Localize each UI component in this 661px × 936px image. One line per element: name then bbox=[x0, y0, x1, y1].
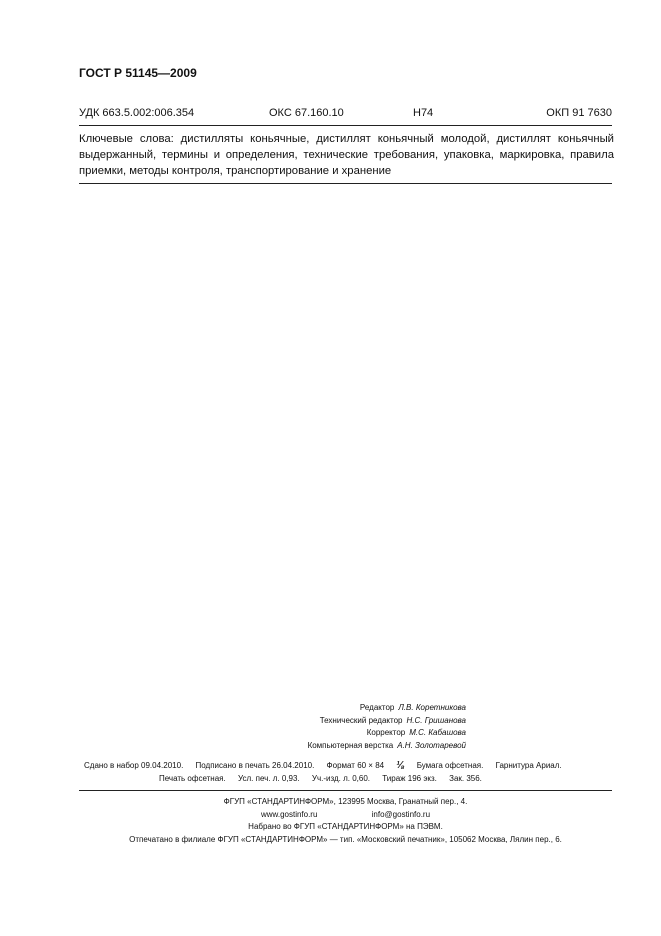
credit-name: А.Н. Золотаревой bbox=[397, 740, 466, 750]
oks-code: ОКС 67.160.10 bbox=[269, 107, 344, 119]
format-info bbox=[327, 761, 405, 770]
credit-proofreader bbox=[200, 727, 500, 740]
typeset-note: Набрано во ФГУП «СТАНДАРТИНФОРМ» на ПЭВМ. bbox=[248, 822, 443, 831]
font-info: Гарнитура Ариал. bbox=[495, 761, 562, 770]
credit-tech-editor bbox=[200, 715, 500, 728]
credit-role: Компьютерная верстка bbox=[307, 740, 394, 750]
keywords-paragraph: Ключевые слова: дистилляты коньячные, дистиллят коньячный молодой, дистиллят коньячный выдержанный, термины и определения, технические требования, упаковка, маркировка, правила приемки, методы контроля, транспортирование и хранение bbox=[79, 133, 614, 177]
contact-line bbox=[79, 809, 612, 822]
signed-date: Подписано в печать 26.04.2010. bbox=[195, 761, 315, 770]
format-fraction: ⅛ bbox=[396, 760, 405, 771]
website-link[interactable]: www.gostinfo.ru bbox=[260, 809, 318, 819]
order-info: Зак. 356. bbox=[449, 774, 482, 783]
email-link[interactable]: info@gostinfo.ru bbox=[371, 809, 431, 819]
credit-role: Корректор bbox=[366, 728, 406, 737]
paper-info: Бумага офсетная. bbox=[416, 761, 484, 770]
run-info: Тираж 196 экз. bbox=[382, 774, 437, 783]
credit-editor bbox=[200, 702, 500, 715]
document-code: ГОСТ Р 51145—2009 bbox=[79, 66, 197, 80]
pub-sheets: Уч.-изд. л. 0,60. bbox=[311, 774, 371, 783]
credit-name: Н.С. Гришанова bbox=[406, 715, 466, 725]
publication-row-2 bbox=[159, 774, 482, 783]
credit-role: Редактор bbox=[359, 703, 395, 712]
credit-role: Технический редактор bbox=[319, 715, 403, 725]
publication-row-1 bbox=[84, 760, 562, 771]
credit-name: М.С. Кабашова bbox=[409, 728, 466, 737]
printed-note: Отпечатано в филиале ФГУП «СТАНДАРТИНФОРМ» — тип. «Московский печатник», 105062 Москва, Лялин пер., 6. bbox=[129, 834, 562, 844]
group-code: Н74 bbox=[413, 107, 434, 119]
credit-name: Л.В. Коретникова bbox=[398, 703, 466, 712]
editorial-credits bbox=[200, 702, 500, 752]
classification-row bbox=[79, 107, 612, 123]
typeset-date: Сдано в набор 09.04.2010. bbox=[84, 761, 184, 770]
publisher-footer bbox=[79, 796, 612, 846]
top-divider bbox=[79, 125, 612, 126]
credit-layout bbox=[200, 740, 500, 753]
format-text: Формат 60 × 84 bbox=[326, 761, 385, 770]
print-info: Печать офсетная. bbox=[159, 774, 226, 783]
print-sheets: Усл. печ. л. 0,93. bbox=[237, 774, 300, 783]
keywords-divider bbox=[79, 183, 612, 184]
udk-code: УДК 663.5.002:006.354 bbox=[79, 107, 195, 119]
publisher-line: ФГУП «СТАНДАРТИНФОРМ», 123995 Москва, Гранатный пер., 4. bbox=[223, 797, 468, 806]
footer-divider bbox=[79, 790, 612, 791]
okp-code: ОКП 91 7630 bbox=[546, 107, 612, 119]
